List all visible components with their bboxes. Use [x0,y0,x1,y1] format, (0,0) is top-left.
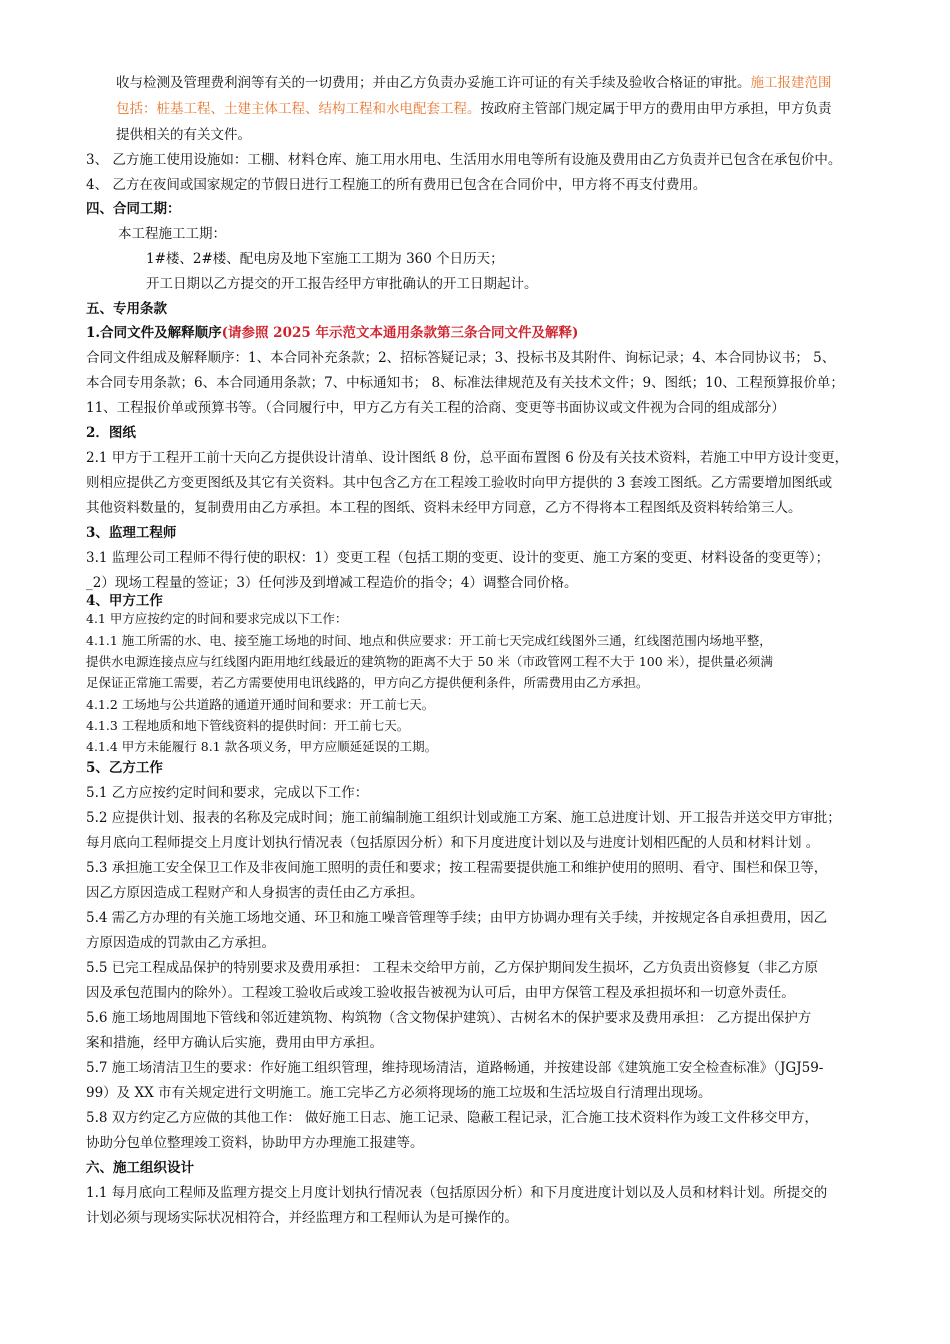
paragraph-line: 本工程施工工期： [118,226,226,242]
text-span: 1.合同文件及解释顺序 [86,325,222,341]
paragraph-line: 5.2 应提供计划、报表的名称及完成时间；施工前编制施工组织计划或施工方案、施工总进度计划、开工报告并送交甲方审批； [86,810,841,826]
paragraph-line: 开工日期以乙方提交的开工报告经甲方审批确认的开工日期起计。 [146,276,538,292]
highlighted-text: (请参照 2025 年示范文本通用条款第三条合同文件及解释) [221,325,579,341]
subsection-heading: 5、乙方工作 [86,760,163,776]
paragraph-line: 每月底向工程师提交上月度计划执行情况表（包括原因分析）和下月度进度计划以及与进度计划相匹配的人员和材料计划 。 [86,835,820,851]
paragraph-line: 方原因造成的罚款由乙方承担。 [86,935,275,951]
subsection-heading: 3、监理工程师 [86,525,177,541]
paragraph-line: 合同文件组成及解释顺序：1、本合同补充条款；2、招标答疑记录；3、投标书及其附件、询标记录；4、本合同协议书； 5、 [86,350,836,366]
paragraph-line: 4.1.2 工场地与公共道路的通道开通时间和要求：开工前七天。 [86,697,435,712]
paragraph-line: 4.1.4 甲方未能履行 8.1 款各项义务，甲方应顺延延误的工期。 [86,739,438,754]
paragraph-line: 其他资料数量的，复制费用由乙方承担。本工程的图纸、资料未经甲方同意，乙方不得将本工程图纸及资料转给第三人。 [86,500,802,516]
paragraph-line: 则相应提供乙方变更图纸及其它有关资料。其中包含乙方在工程竣工验收时向甲方提供的 3 套竣工图纸。乙方需要增加图纸或 [86,475,833,491]
section-heading: 六、施工组织设计 [86,1160,194,1176]
paragraph-line: _2）现场工程量的签证；3）任何涉及到增减工程造价的指令；4）调整合同价格。 [86,575,578,591]
paragraph-line: 4.1 甲方应按约定的时间和要求完成以下工作： [86,611,348,626]
subsection-heading: 4、甲方工作 [86,593,163,609]
section-heading: 四、合同工期： [86,201,181,217]
text-span: 收与检测及管理费利润等有关的一切费用；并由乙方负责办妥施工许可证的有关手续及验收合格证的审批。 [116,75,751,91]
paragraph-line: 计划必须与现场实际状况相符合，并经监理方和工程师认为是可操作的。 [86,1210,518,1226]
paragraph-line: 提供水电源连接点应与红线图内距用地红线最近的建筑物的距离不大于 50 米（市政管网工程不大于 100 米），提供量必须满 [86,654,773,669]
paragraph-line [116,74,832,92]
section-heading: 五、专用条款 [86,301,167,317]
text-span: 按政府主管部门规定属于甲方的费用由甲方承担，甲方负责 [480,101,832,117]
paragraph-line: 协助分包单位整理竣工资料，协助甲方办理施工报建等。 [86,1135,424,1151]
paragraph-line: 5.8 双方约定乙方应做的其他工作： 做好施工日志、施工记录、隐蔽工程记录，汇合施工技术资料作为竣工文件移交甲方， [86,1110,819,1126]
list-item: 4、 乙方在夜间或国家规定的节假日进行工程施工的所有费用已包含在合同价中，甲方将不再支付费用。 [86,177,707,193]
paragraph-line: 4.1.1 施工所需的水、电、接至施工场地的时间、地点和供应要求：开工前七天完成红线图外三通，红线图范围内场地平整， [86,633,772,648]
paragraph-line: 本合同专用条款；6、本合同通用条款；7、中标通知书； 8、标准法律规范及有关技术文件；9、图纸；10、工程预算报价单； [86,375,844,391]
list-item: 3、 乙方施工使用设施如：工棚、材料仓库、施工用水用电、生活用水用电等所有设施及费用由乙方负责并已包含在承包价中。 [86,152,842,168]
paragraph-line: 案和措施，经甲方确认后实施，费用由甲方承担。 [86,1035,383,1051]
paragraph-line: 1#楼、2#楼、配电房及地下室施工工期为 360 个日历天； [146,251,504,267]
subsection-heading: 2．图纸 [86,425,136,441]
paragraph-line: 2.1 甲方于工程开工前十天向乙方提供设计清单、设计图纸 8 份，总平面布置图 6 份及有关技术资料，若施工中甲方设计变更， [86,450,849,466]
paragraph-line: 因及承包范围内的除外）。工程竣工验收后或竣工验收报告被视为认可后，由甲方保管工程及承担损坏和一切意外责任。 [86,985,795,1001]
paragraph-line: 因乙方原因造成工程财产和人身损害的责任由乙方承担。 [86,885,424,901]
paragraph-line: 5.5 已完工程成品保护的特别要求及费用承担： 工程未交给甲方前，乙方保护期间发生损坏，乙方负责出资修复（非乙方原 [86,960,819,976]
paragraph-line: 5.1 乙方应按约定时间和要求，完成以下工作： [86,785,369,801]
paragraph-line: 4.1.3 工程地质和地下管线资料的提供时间：开工前七天。 [86,718,410,733]
paragraph-line [116,100,832,118]
paragraph-line: 5.7 施工场清洁卫生的要求：作好施工组织管理，维持现场清洁，道路畅通，并按建设部《建筑施工安全检查标准》（JGJ59- [86,1060,824,1076]
highlighted-text: 施工报建范围 [750,75,832,91]
paragraph-line: 5.4 需乙方办理的有关施工场地交通、环卫和施工噪音管理等手续；由甲方协调办理有关手续，并按规定各自承担费用，因乙 [86,910,828,926]
paragraph-line: 提供相关的有关文件。 [116,127,251,143]
paragraph-line: 5.3 承担施工安全保卫工作及非夜间施工照明的责任和要求；按工程需要提供施工和维护使用的照明、看守、围栏和保卫等， [86,860,828,876]
subsection-heading [86,324,578,342]
paragraph-line: 11、工程报价单或预算书等。（合同履行中，甲方乙方有关工程的洽商、变更等书面协议或文件视为合同的组成部分） [86,400,785,416]
paragraph-line: 3.1 监理公司工程师不得行使的职权：1）变更工程（包括工期的变更、设计的变更、施工方案的变更、材料设备的变更等）； [86,550,830,566]
highlighted-text: 包括：桩基工程、土建主体工程、结构工程和水电配套工程。 [116,101,481,117]
paragraph-line: 5.6 施工场地周围地下管线和邻近建筑物、构筑物（含文物保护建筑）、古树名木的保护要求及费用承担： 乙方提出保护方 [86,1010,812,1026]
paragraph-line: 足保证正常施工需要，若乙方需要使用电讯线路的，甲方向乙方提供便利条件，所需费用由乙方承担。 [86,675,649,690]
paragraph-line: 99）及 XX 市有关规定进行文明施工。施工完毕乙方必须将现场的施工垃圾和生活垃圾自行清理出现场。 [86,1085,712,1101]
paragraph-line: 1.1 每月底向工程师及监理方提交上月度计划执行情况表（包括原因分析）和下月度进度计划以及人员和材料计划。所提交的 [86,1185,828,1201]
